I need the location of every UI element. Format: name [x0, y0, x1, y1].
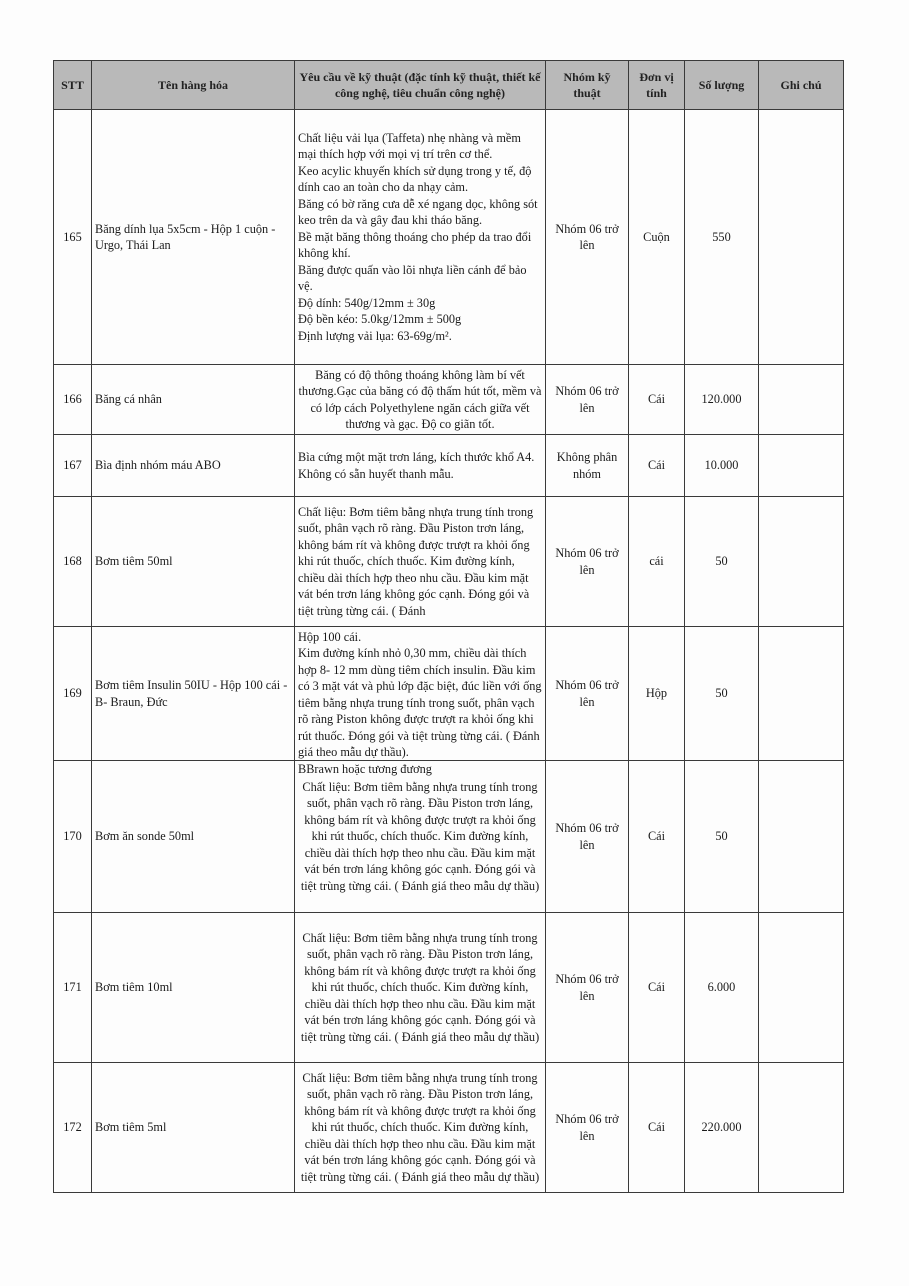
table-row	[54, 110, 844, 365]
row-unit: Cái	[629, 1063, 685, 1193]
row-requirements	[295, 913, 546, 1063]
requirement-line: Bề mặt băng thông thoáng cho phép da trao đổi không khí.	[298, 229, 532, 261]
row-requirements	[295, 497, 546, 627]
row-technical-group: Nhóm 06 trở lên	[546, 110, 629, 365]
row-unit: Cái	[629, 913, 685, 1063]
row-quantity: 550	[685, 110, 759, 365]
row-note	[759, 497, 844, 627]
requirement-line: Chất liệu: Bơm tiêm bằng nhựa trung tính trong suốt, phân vạch rõ ràng. Đầu Piston trơn láng, không bám rít và không được trượt ra khỏi ống khi rút thuốc, chích thuốc. Kim đường kính, chiều dài thích hợp theo nhu cầu. Đầu kim mặt vát bén trơn láng không góc cạnh. Đóng gói và tiệt trùng từng cái. ( Đánh giá theo mẫu dự thầu)	[300, 930, 540, 1044]
table-row	[54, 435, 844, 497]
row-quantity: 120.000	[685, 365, 759, 435]
requirement-line: Độ bền kéo: 5.0kg/12mm ± 500g	[298, 312, 462, 327]
row-stt: 166	[54, 365, 92, 435]
requirement-line: Chất liệu vải lụa (Taffeta) nhẹ nhàng và mềm mại thích hợp với mọi vị trí trên cơ thể.	[298, 130, 521, 162]
table-header-row	[54, 61, 844, 110]
row-item-name: Bơm tiêm 10ml	[92, 913, 295, 1063]
header-requirements: Yêu cầu về kỹ thuật (đặc tính kỹ thuật, thiết kế công nghệ, tiêu chuẩn công nghệ)	[295, 61, 546, 110]
row-requirements	[295, 110, 546, 365]
row-note	[759, 110, 844, 365]
header-name: Tên hàng hóa	[92, 61, 295, 110]
row-requirements	[295, 761, 546, 913]
row-note	[759, 365, 844, 435]
requirement-line: Keo acylic khuyến khích sử dụng trong y tế, độ dính cao an toàn cho da nhạy cảm.	[298, 163, 532, 195]
row-quantity: 50	[685, 497, 759, 627]
requirement-line: Băng có độ thông thoáng không làm bí vết thương.Gạc của băng có độ thấm hút tốt, mềm và có lớp cách Polyethylene ngăn cách giữa vết thương và gạc. Độ co giãn tốt.	[298, 367, 542, 431]
row-requirements	[295, 1063, 546, 1193]
requirement-line: Băng được quấn vào lõi nhựa liền cánh để bảo vệ.	[298, 262, 527, 294]
row-unit: Cái	[629, 435, 685, 497]
requirement-line: Chất liệu: Bơm tiêm bằng nhựa trung tính trong suốt, phân vạch rõ ràng. Đầu Piston trơn láng, không bám rít và không được trượt ra khỏi ống khi rút thuốc, chích thuốc. Kim đường kính, chiều dài thích hợp theo nhu cầu. Đầu kim mặt vát bén trơn láng không góc cạnh. Đóng gói và tiệt trùng từng cái. ( Đánh giá theo mẫu dự thầu)	[300, 1070, 540, 1184]
row-stt: 168	[54, 497, 92, 627]
row-stt: 171	[54, 913, 92, 1063]
row-item-name: Băng dính lụa 5x5cm - Hộp 1 cuộn - Urgo, Thái Lan	[92, 110, 295, 365]
row-stt: 172	[54, 1063, 92, 1193]
specification-table	[53, 60, 844, 1193]
row-technical-group: Nhóm 06 trở lên	[546, 627, 629, 761]
row-unit: Cái	[629, 365, 685, 435]
row-technical-group: Nhóm 06 trở lên	[546, 1063, 629, 1193]
requirement-line: Chất liệu: Bơm tiêm bằng nhựa trung tính trong suốt, phân vạch rõ ràng. Đầu Piston trơn láng, không bám rít và không được trượt ra khỏi ống khi rút thuốc, chích thuốc. Kim đường kính, chiều dài thích hợp theo nhu cầu. Đầu kim mặt vát bén trơn láng không góc cạnh. Đóng gói và tiệt trùng từng cái. ( Đánh giá theo mẫu dự thầu)	[300, 779, 540, 893]
row-quantity: 6.000	[685, 913, 759, 1063]
row-technical-group: Nhóm 06 trở lên	[546, 913, 629, 1063]
header-group: Nhóm kỹ thuật	[546, 61, 629, 110]
row-technical-group: Nhóm 06 trở lên	[546, 365, 629, 435]
requirement-line: Chất liệu: Bơm tiêm bằng nhựa trung tính trong suốt, phân vạch rõ ràng. Đầu Piston trơn láng, không bám rít và không được trượt ra khỏi ống khi rút thuốc, chích thuốc. Kim đường kính, chiều dài thích hợp theo nhu cầu. Đầu kim mặt vát bén trơn láng không góc cạnh. Đóng gói và tiệt trùng từng cái. ( Đánh	[298, 504, 534, 618]
table-row	[54, 627, 844, 761]
row-quantity: 50	[685, 761, 759, 913]
row-note	[759, 913, 844, 1063]
row-unit: cái	[629, 497, 685, 627]
table-row	[54, 1063, 844, 1193]
row-note	[759, 761, 844, 913]
requirement-line: Băng có bờ răng cưa dễ xé ngang dọc, không sót keo trên da và gây đau khi tháo băng.	[298, 196, 538, 228]
row-requirements	[295, 627, 546, 776]
requirement-line: Kim đường kính nhỏ 0,30 mm, chiều dài thích hợp 8- 12 mm dùng tiêm chích insulin. Đầu kim có 3 mặt vát và phủ lớp đặc biệt, đúc liền với ống tiêm bằng nhựa trung tính trong suốt, phân vạch rõ ràng Piston không được trượt ra khỏi ống khi rút thuốc. Đóng gói và tiệt trùng từng cái. ( Đánh giá theo mẫu dự thầu).	[298, 646, 542, 759]
row-unit: Hộp	[629, 627, 685, 761]
requirement-line: Độ dính: 540g/12mm ± 30g	[298, 295, 436, 310]
row-note	[759, 435, 844, 497]
row-unit: Cuộn	[629, 110, 685, 365]
requirement-line: Bìa cứng một mặt trơn láng, kích thước khổ A4. Không có sẵn huyết thanh mẫu.	[298, 450, 535, 481]
row-quantity: 10.000	[685, 435, 759, 497]
header-note: Ghi chú	[759, 61, 844, 110]
row-item-name: Bìa định nhóm máu ABO	[92, 435, 295, 497]
requirement-line: BBrawn hoặc tương đương	[298, 761, 432, 776]
requirement-line: Định lượng vải lụa: 63-69g/m².	[298, 328, 452, 343]
row-note	[759, 627, 844, 761]
row-quantity: 50	[685, 627, 759, 761]
row-requirements	[295, 435, 546, 497]
row-note	[759, 1063, 844, 1193]
table-row	[54, 913, 844, 1063]
row-stt: 167	[54, 435, 92, 497]
header-stt: STT	[54, 61, 92, 110]
row-item-name: Bơm tiêm 50ml	[92, 497, 295, 627]
row-technical-group: Nhóm 06 trở lên	[546, 761, 629, 913]
row-technical-group: Không phân nhóm	[546, 435, 629, 497]
row-item-name: Băng cá nhân	[92, 365, 295, 435]
requirement-line: Hộp 100 cái.	[298, 629, 362, 644]
row-requirements	[295, 365, 546, 435]
table-row	[54, 497, 844, 627]
row-unit: Cái	[629, 761, 685, 913]
table-row	[54, 365, 844, 435]
row-technical-group: Nhóm 06 trở lên	[546, 497, 629, 627]
row-item-name: Bơm ăn sonde 50ml	[92, 761, 295, 913]
row-stt: 170	[54, 761, 92, 913]
row-item-name: Bơm tiêm Insulin 50IU - Hộp 100 cái - B- Braun, Đức	[92, 627, 295, 761]
row-item-name: Bơm tiêm 5ml	[92, 1063, 295, 1193]
row-stt: 169	[54, 627, 92, 761]
header-quantity: Số lượng	[685, 61, 759, 110]
header-unit: Đơn vị tính	[629, 61, 685, 110]
row-quantity: 220.000	[685, 1063, 759, 1193]
table-row	[54, 761, 844, 913]
row-stt: 165	[54, 110, 92, 365]
